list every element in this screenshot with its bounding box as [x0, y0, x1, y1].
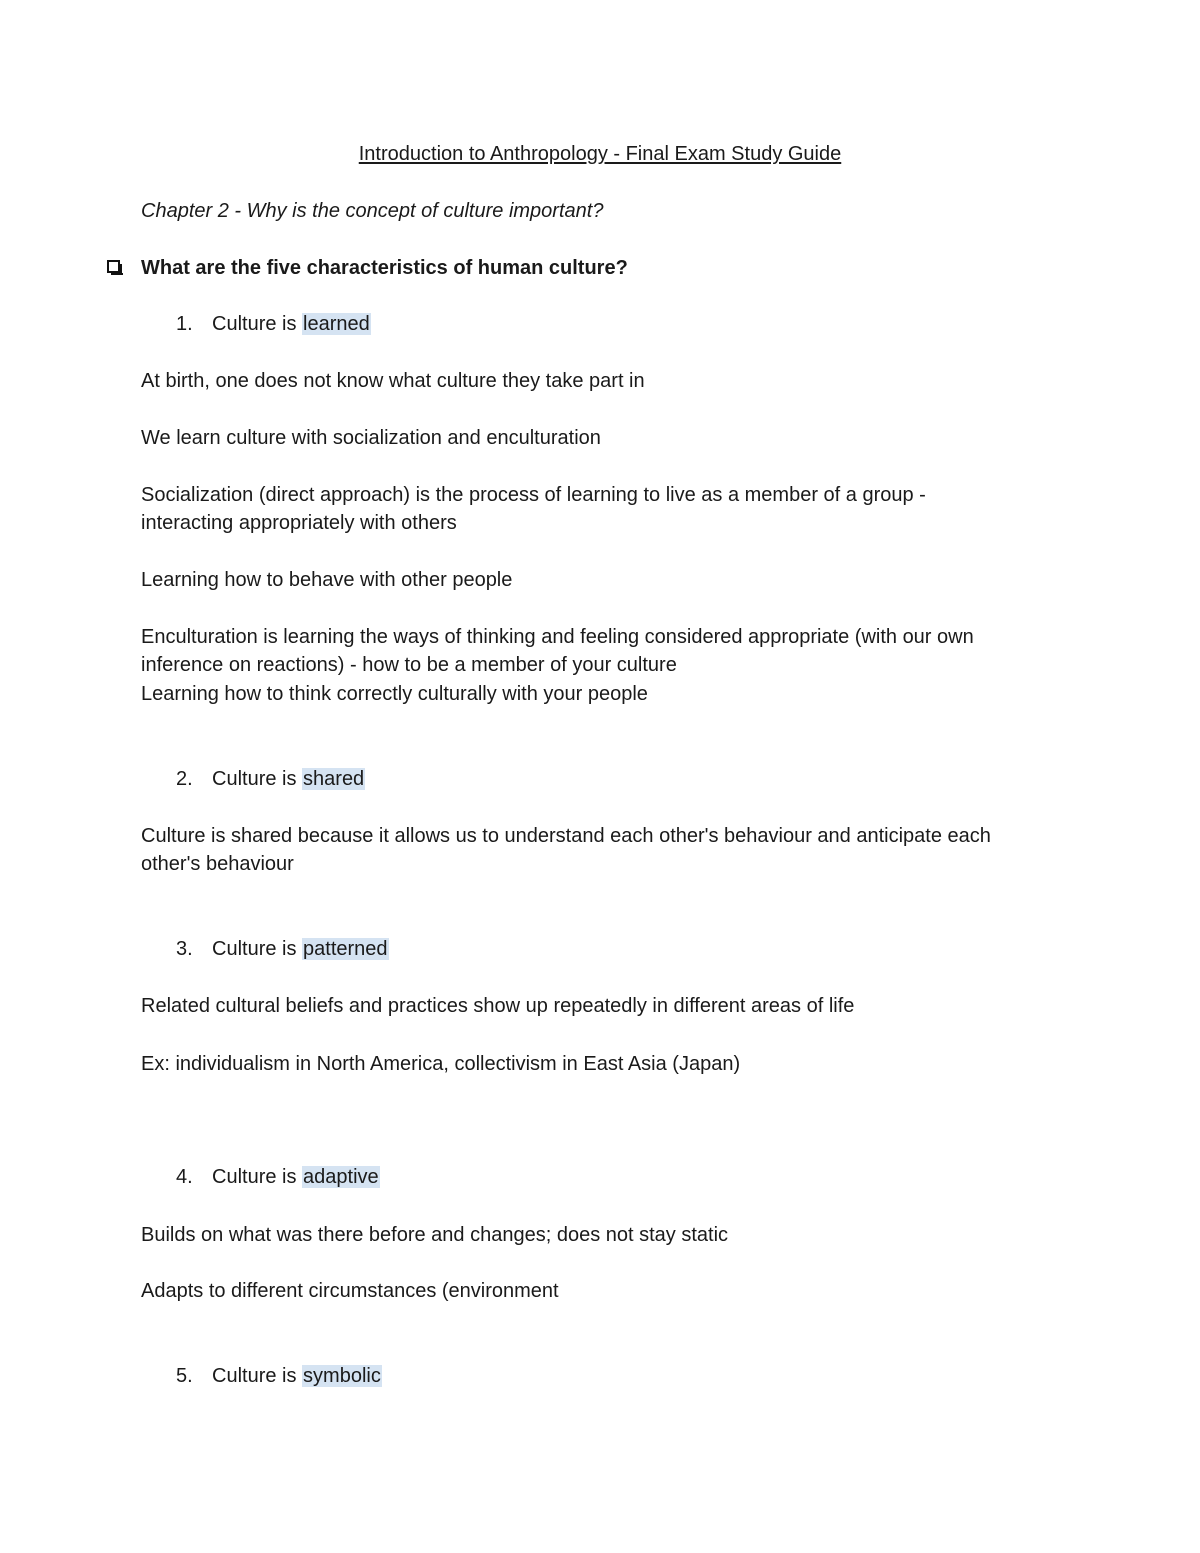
checkbox-icon [107, 260, 120, 273]
list-item-prefix: Culture is [212, 1365, 303, 1387]
list-number: 4. [176, 1166, 193, 1188]
paragraph: Enculturation is learning the ways of thinking and feeling considered appropriate (with our own [141, 626, 974, 648]
list-item [176, 1163, 193, 1191]
list-item [176, 1362, 193, 1390]
paragraph: Builds on what was there before and changes; does not stay static [141, 1224, 729, 1246]
list-number: 3. [176, 938, 193, 960]
list-item-text [212, 765, 365, 793]
question-heading: What are the five characteristics of human culture? [141, 257, 628, 279]
list-item-text [212, 935, 389, 963]
paragraph-continuation: inference on reactions) - how to be a member of your culture [141, 654, 677, 676]
list-item [176, 765, 193, 793]
list-item-prefix: Culture is [212, 768, 303, 790]
paragraph: Learning how to behave with other people [141, 569, 513, 591]
paragraph: We learn culture with socialization and enculturation [141, 427, 601, 449]
paragraph: Learning how to think correctly culturally with your people [141, 683, 648, 705]
highlighted-keyword: symbolic [303, 1365, 381, 1387]
chapter-heading: Chapter 2 - Why is the concept of culture important? [141, 200, 604, 222]
list-number: 2. [176, 768, 193, 790]
paragraph: At birth, one does not know what culture they take part in [141, 370, 645, 392]
list-item-text [212, 310, 371, 338]
paragraph: Related cultural beliefs and practices show up repeatedly in different areas of life [141, 995, 855, 1017]
highlighted-keyword: patterned [303, 938, 388, 960]
highlighted-keyword: adaptive [303, 1166, 379, 1188]
list-item-prefix: Culture is [212, 1166, 303, 1188]
paragraph-continuation: other's behaviour [141, 853, 294, 875]
paragraph: Adapts to different circumstances (environment [141, 1280, 559, 1302]
list-number: 1. [176, 313, 193, 335]
paragraph-continuation: interacting appropriately with others [141, 512, 457, 534]
list-item [176, 935, 193, 963]
document-title: Introduction to Anthropology - Final Exam Study Guide [358, 143, 842, 165]
list-number: 5. [176, 1365, 193, 1387]
highlighted-keyword: learned [303, 313, 370, 335]
paragraph: Culture is shared because it allows us to understand each other's behaviour and anticipate each [141, 825, 991, 847]
highlighted-keyword: shared [303, 768, 365, 790]
list-item [176, 310, 193, 338]
list-item-prefix: Culture is [212, 313, 303, 335]
list-item-text [212, 1362, 382, 1390]
list-item-text [212, 1163, 380, 1191]
paragraph: Ex: individualism in North America, collectivism in East Asia (Japan) [141, 1053, 741, 1075]
paragraph: Socialization (direct approach) is the process of learning to live as a member of a group - [141, 484, 926, 506]
list-item-prefix: Culture is [212, 938, 303, 960]
